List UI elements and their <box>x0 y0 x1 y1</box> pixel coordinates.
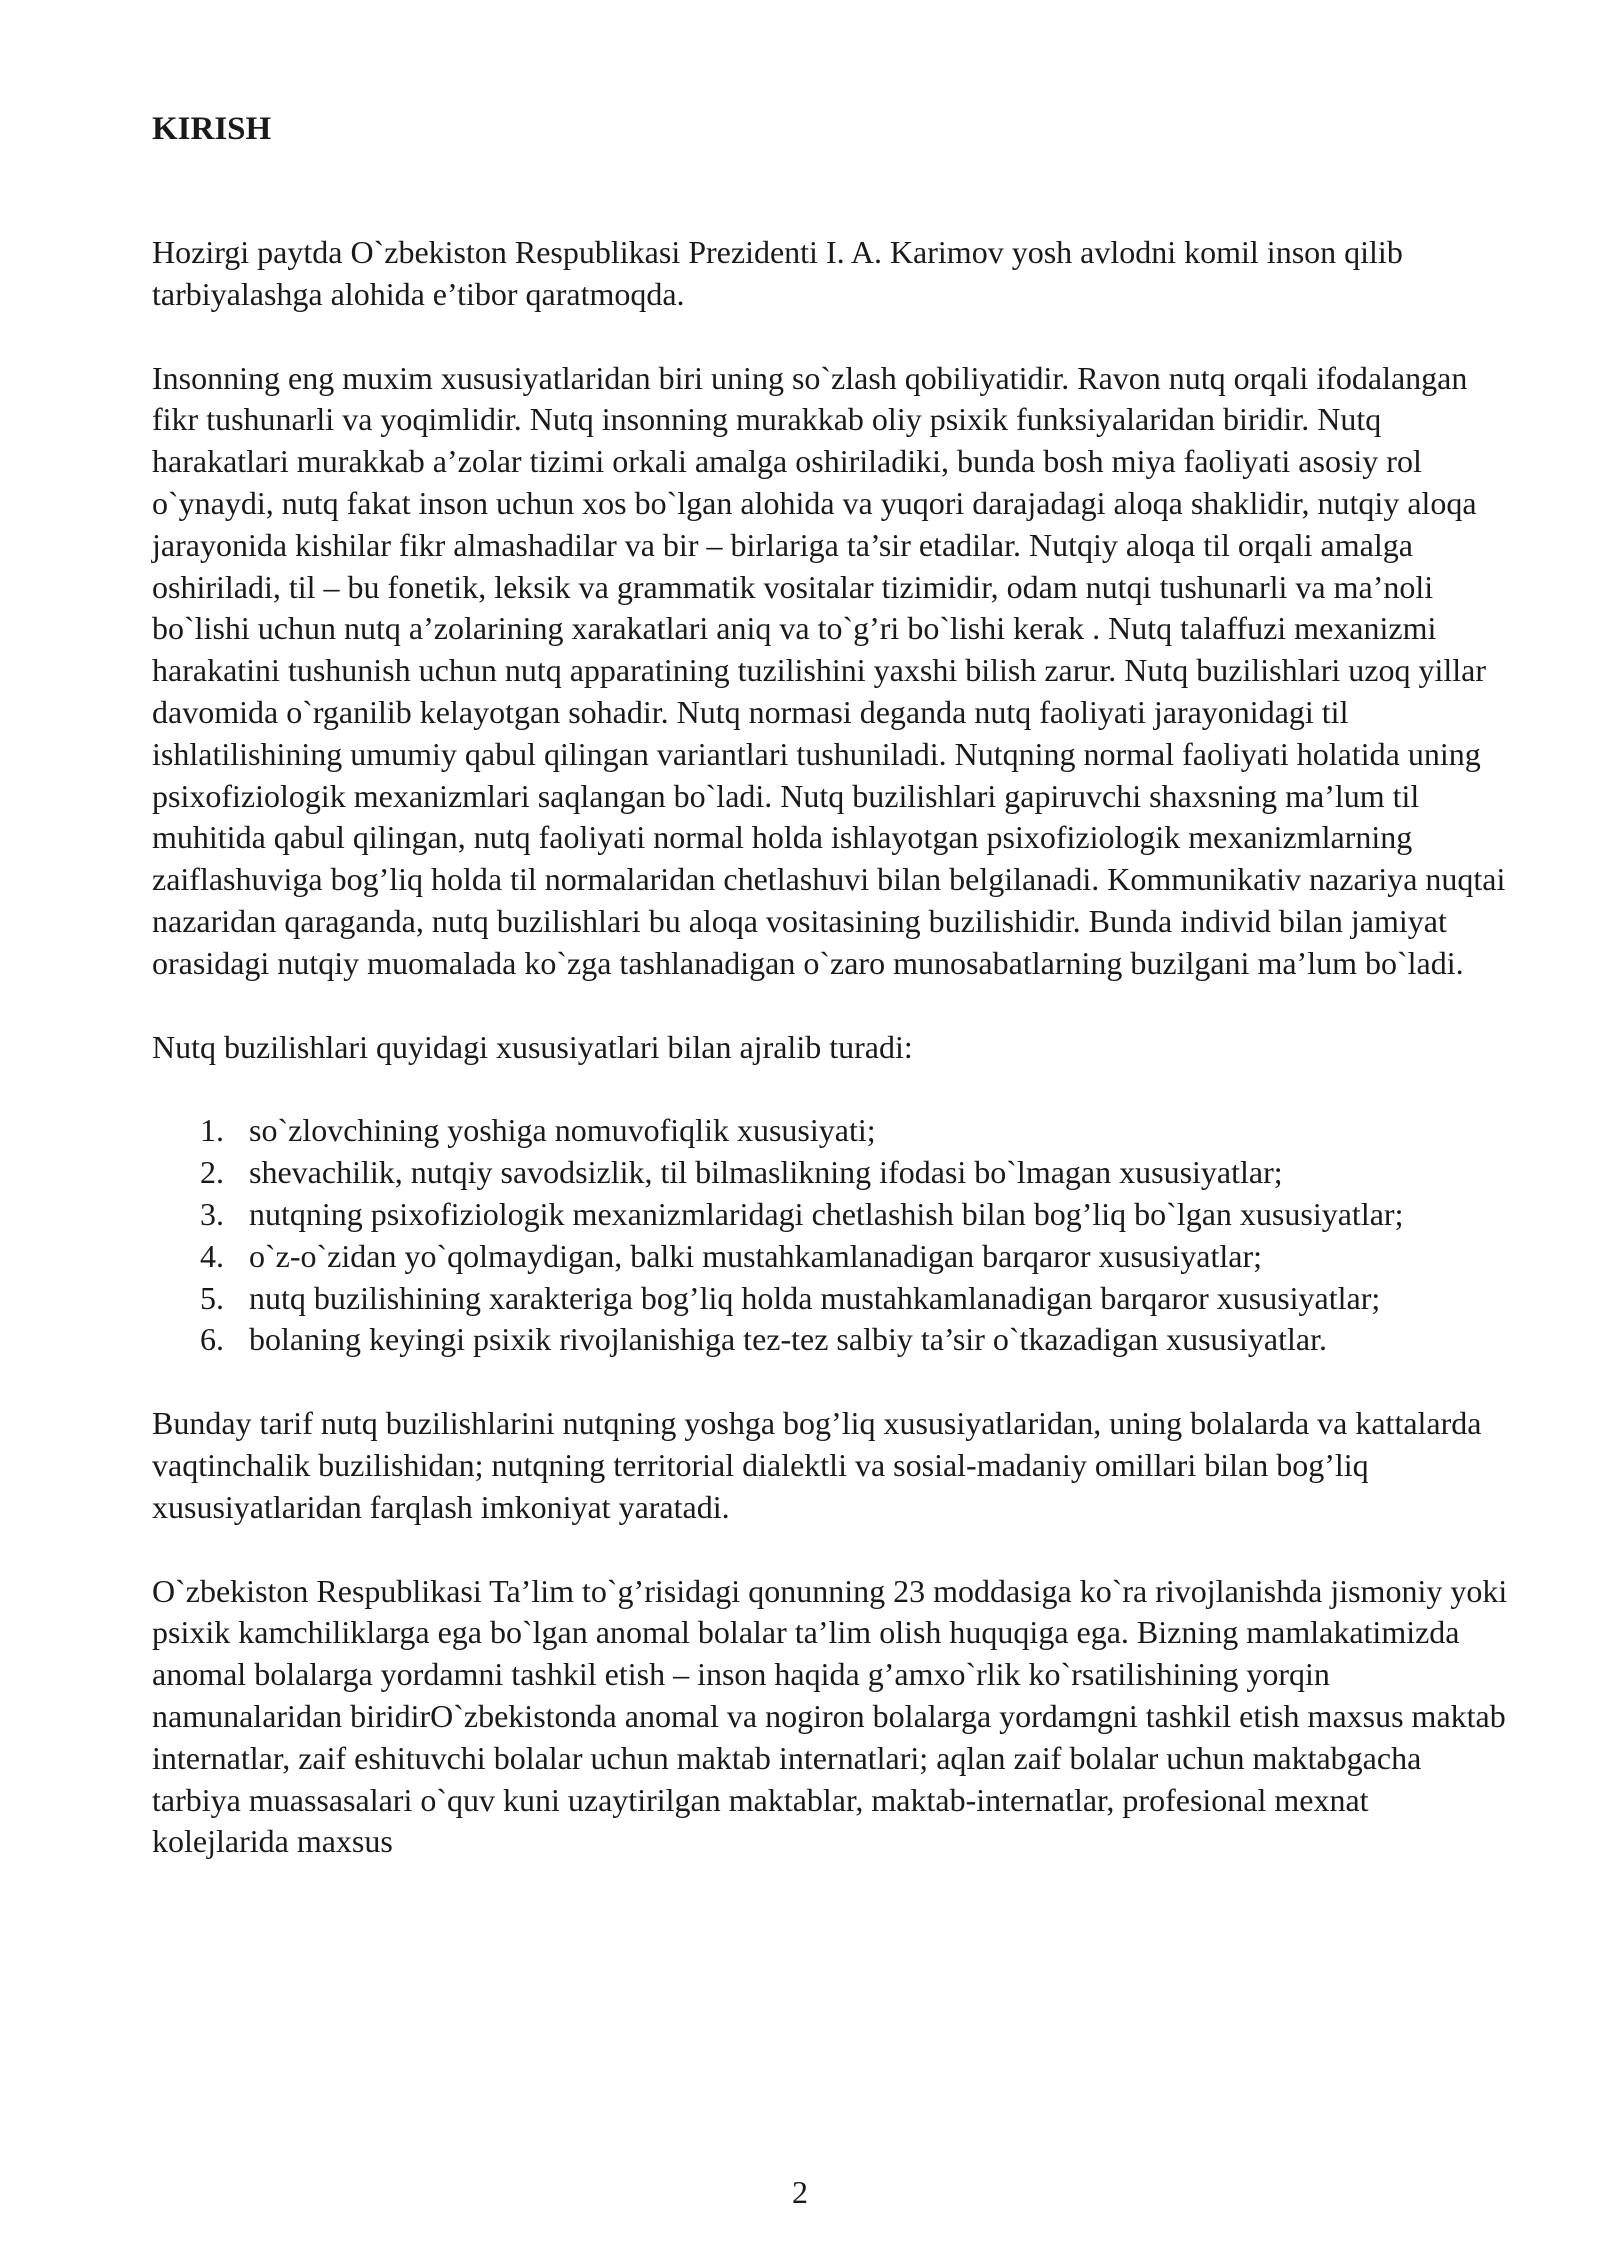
list-item-number: 5. <box>200 1279 224 1316</box>
list-item <box>152 1236 1512 1278</box>
list-item-number: 6. <box>200 1321 224 1358</box>
paragraph-education-law: O`zbekiston Respublikasi Ta’lim to`g’risidagi qonunning 23 moddasiga ko`ra rivojlanishda jismoniy yoki psixik kamchiliklarga ega bo`lgan anomal bolalar ta’lim olish huquqiga ega. Bizning mamlakatimizda anomal bolalarga yordamni tashkil etish – inson haqida g’amxo`rlik ko`rsatilishining yorqin namunalaridan biridirO`zbekistonda anomal va nogiron bolalarga yordamgni tashkil etish maxsus maktab internatlar, zaif eshituvchi bolalar uchun maktab internatlari; aqlan zaif bolalar uchun maktabgacha tarbiya muassasalari o`quv kuni uzaytirilgan maktablar, maktab-internatlar, profesional mexnat kolejlarida maxsus <box>152 1572 1508 1860</box>
paragraph-definition: Bunday tarif nutq buzilishlarini nutqning yoshga bog’liq xususiyatlaridan, uning bolalarda va kattalarda vaqtinchalik buzilishidan; nutqning territorial dialektli va sosial-madaniy omillari bilan bog’liq xususiyatlaridan farqlash imkoniyat yaratadi. <box>152 1405 1482 1525</box>
features-list <box>152 1110 1512 1361</box>
list-item-number: 1. <box>200 1112 224 1149</box>
document-page <box>152 108 1512 1863</box>
paragraph-intro: Hozirgi paytda O`zbekiston Respublikasi Prezidenti I. A. Karimov yosh avlodni komil inson qilib tarbiyalashga alohida e’tibor qaratmoqda. <box>152 234 1403 312</box>
paragraph-list-intro: Nutq buzilishlari quyidagi xususiyatlari bilan ajralib turadi: <box>152 1028 913 1065</box>
paragraph-speech-features: Insonning eng muxim xususiyatlaridan biri uning so`zlash qobiliyatidir. Ravon nutq orqali ifodalangan fikr tushunarli va yoqimlidir. Nutq insonning murakkab oliy psixik funksiyalaridan biridir. Nutq harakatlari murakkab a’zolar tizimi orkali amalga oshiriladiki, bunda bosh miya faoliyati asosiy rol o`ynaydi, nutq fakat inson uchun xos bo`lgan alohida va yuqori darajadagi aloqa shaklidir, nutqiy aloqa jarayonida kishilar fikr almashadilar va bir – birlariga ta’sir etadilar. Nutqiy aloqa til orqali amalga oshiriladi, til – bu fonetik, leksik va grammatik vositalar tizimidir, odam nutqi tushunarli va ma’noli bo`lishi uchun nutq a’zolarining xarakatlari aniq va to`g’ri bo`lishi kerak . Nutq talaffuzi mexanizmi harakatini tushunish uchun nutq apparatining tuzilishini yaxshi bilish zarur. Nutq buzilishlari uzoq yillar davomida o`rganilib kelayotgan sohadir. Nutq normasi deganda nutq faoliyati jarayonidagi til ishlatilishining umumiy qabul qilingan variantlari tushuniladi. Nutqning normal faoliyati holatida uning psixofiziologik mexanizmlari saqlangan bo`ladi. Nutq buzilishlari gapiruvchi shaxsning ma’lum til muhitida qabul qilingan, nutq faoliyati normal holda ishlayotgan psixofiziologik mexanizmlarning zaiflashuviga bog’liq holda til normalaridan chetlashuvi bilan belgilanadi. Kommunikativ nazariya nuqtai nazaridan qaraganda, nutq buzilishlari bu aloqa vositasining buzilishidir. Bunda individ bilan jamiyat orasidagi nutqiy muomalada ko`zga tashlanadigan o`zaro munosabatlarning buzilgani ma’lum bo`ladi. <box>152 359 1506 981</box>
list-item-text: nutq buzilishining xarakteriga bog’liq holda mustahkamlanadigan barqaror xususiyatlar; <box>249 1279 1381 1316</box>
list-item <box>152 1152 1512 1194</box>
section-heading: KIRISH <box>152 111 272 147</box>
list-item-text: nutqning psixofiziologik mexanizmlaridagi chetlashish bilan bog’liq bo`lgan xususiyatlar; <box>249 1195 1404 1232</box>
list-item-text: so`zlovchining yoshiga nomuvofiqlik xususiyati; <box>249 1112 876 1149</box>
list-item-number: 2. <box>200 1154 224 1191</box>
list-item <box>152 1319 1512 1361</box>
list-item-number: 3. <box>200 1195 224 1232</box>
list-item-text: o`z-o`zidan yo`qolmaydigan, balki mustahkamlanadigan barqaror xususiyatlar; <box>249 1237 1263 1274</box>
list-item <box>152 1278 1512 1320</box>
list-item-text: bolaning keyingi psixik rivojlanishiga tez-tez salbiy ta’sir o`tkazadigan xususiyatlar. <box>249 1321 1327 1358</box>
page-number: 2 <box>792 2174 808 2210</box>
list-item-text: shevachilik, nutqiy savodsizlik, til bilmaslikning ifodasi bo`lmagan xususiyatlar; <box>249 1154 1283 1191</box>
list-item <box>152 1194 1512 1236</box>
list-item <box>152 1110 1512 1152</box>
list-item-number: 4. <box>200 1237 224 1274</box>
